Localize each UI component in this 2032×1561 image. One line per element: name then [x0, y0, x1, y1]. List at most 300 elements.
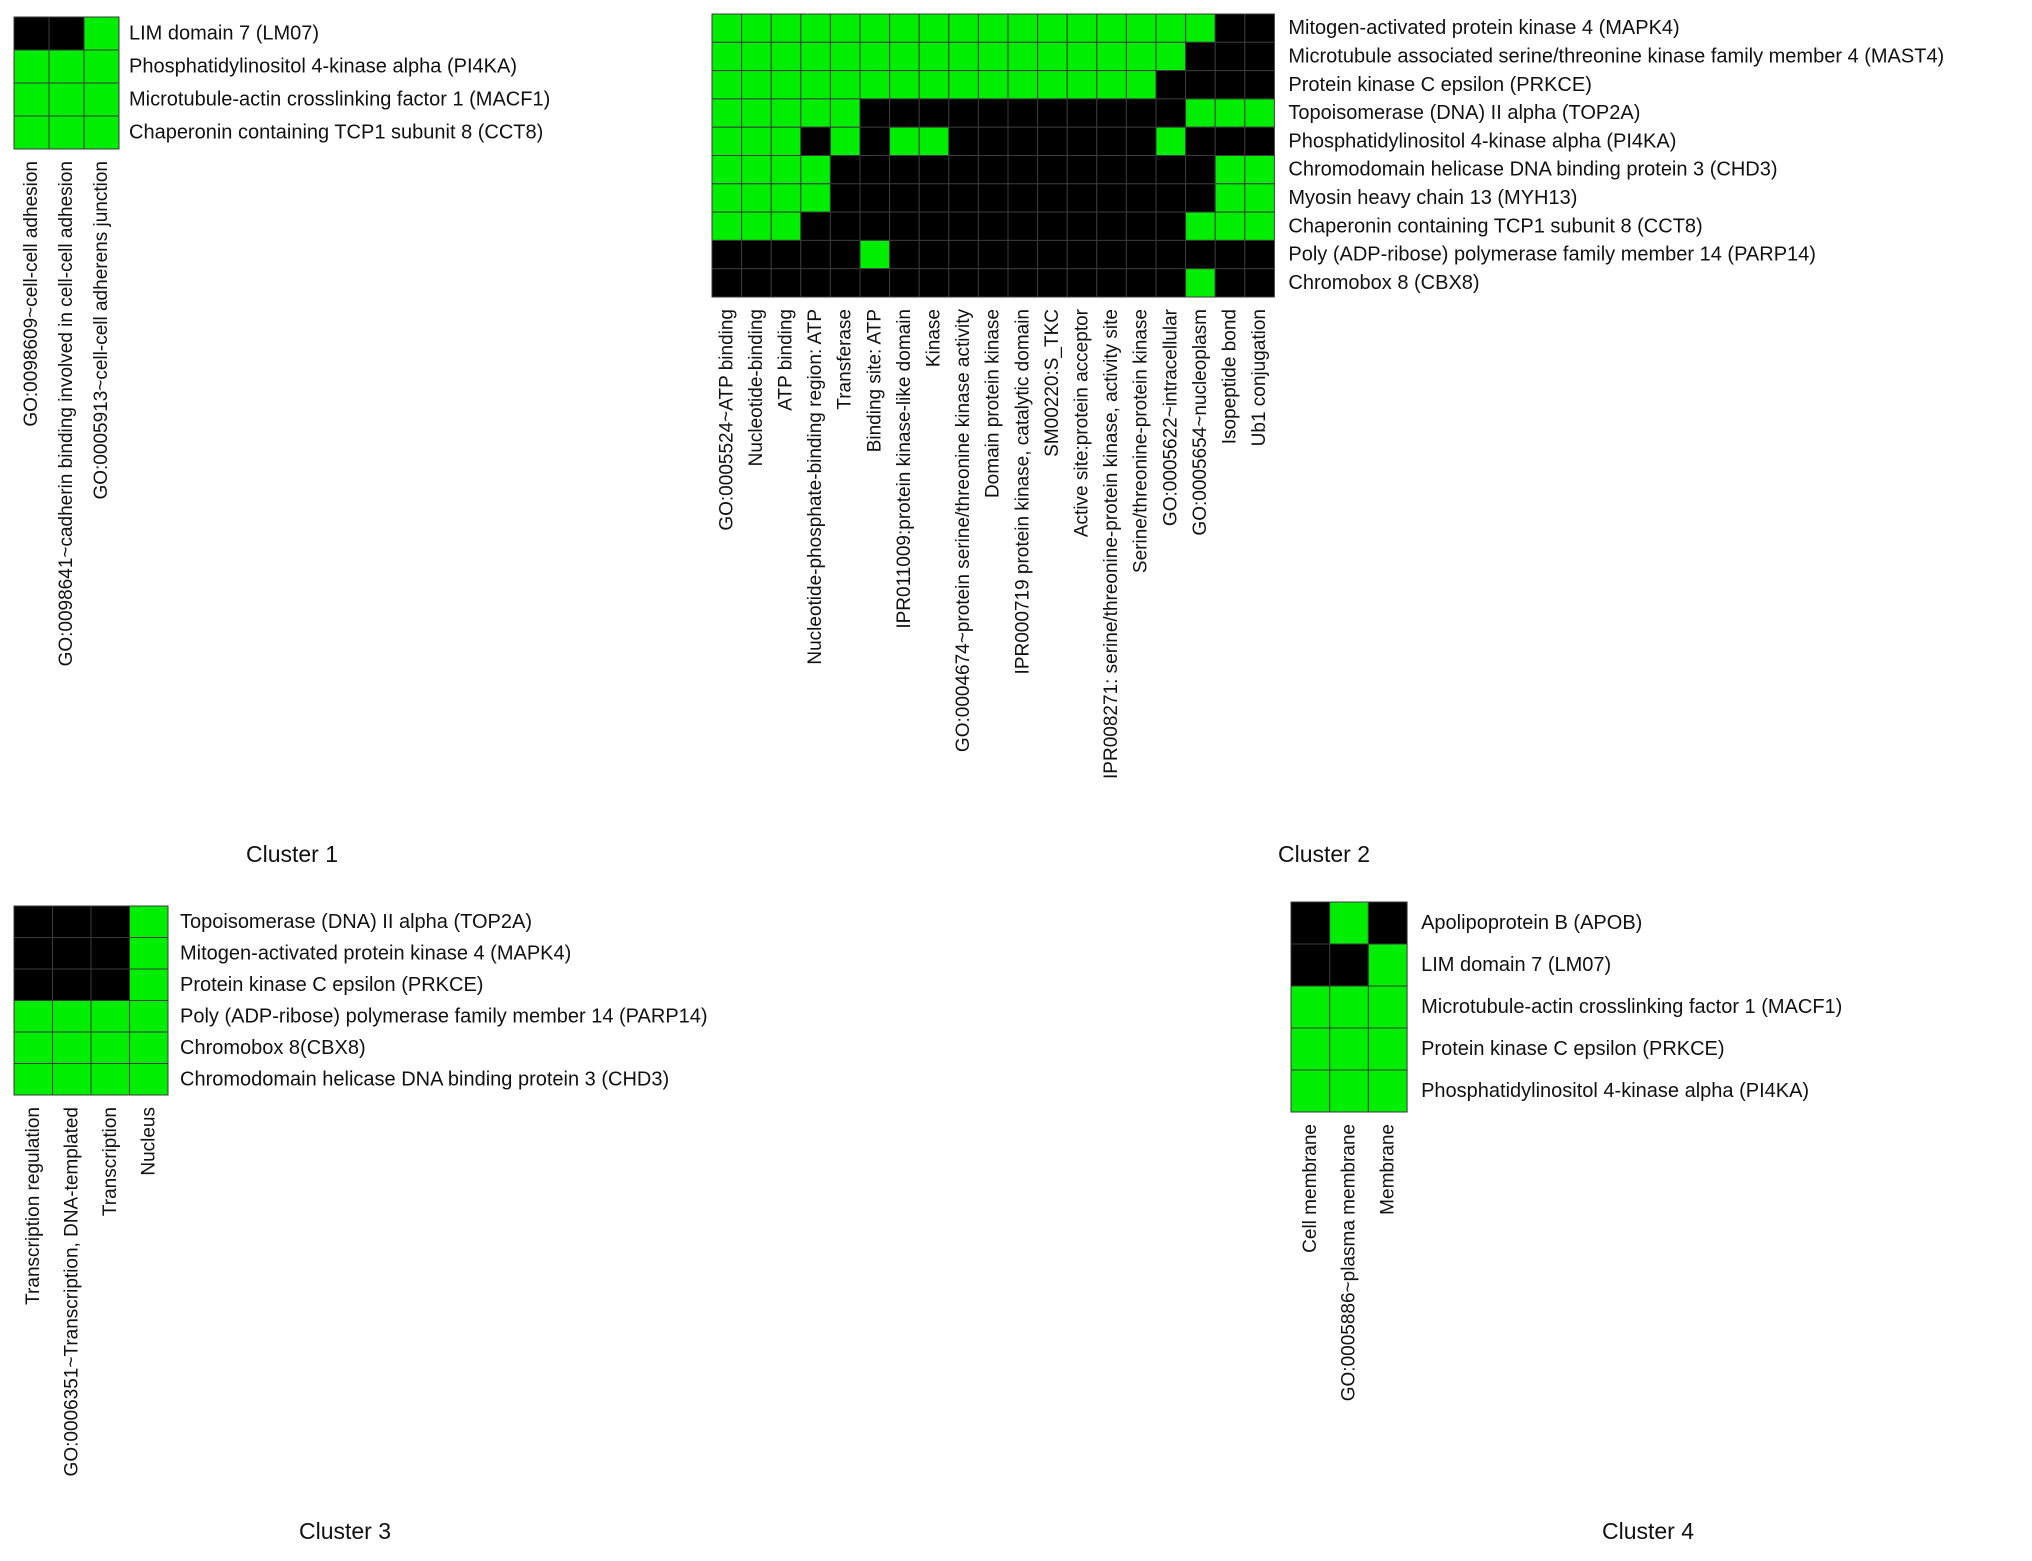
heatmap-cell — [1156, 156, 1186, 184]
heatmap-cell — [801, 156, 831, 184]
heatmap-cell — [1097, 14, 1127, 42]
heatmap-cell — [890, 269, 920, 297]
heatmap-cell — [890, 127, 920, 155]
heatmap-cell — [1330, 902, 1369, 944]
row-label: Chromodomain helicase DNA binding protein 3 (CHD3) — [1288, 158, 1778, 181]
heatmap-cell — [1008, 184, 1038, 212]
heatmap-cell — [860, 156, 890, 184]
heatmap-cell — [860, 240, 890, 268]
heatmap-cell — [742, 99, 772, 127]
heatmap-cell — [1097, 127, 1127, 155]
heatmap-cell — [91, 969, 130, 1001]
heatmap-cell — [1368, 1028, 1407, 1070]
heatmap-cell — [949, 42, 979, 70]
heatmap-cell — [1368, 1070, 1407, 1112]
heatmap-cell — [1215, 184, 1245, 212]
heatmap-cell — [14, 1032, 53, 1064]
heatmap-cell — [14, 938, 53, 970]
row-label: Chaperonin containing TCP1 subunit 8 (CCT8) — [1288, 215, 1703, 238]
heatmap-cell — [130, 906, 169, 938]
heatmap-cell — [919, 71, 949, 99]
heatmap-cell — [1245, 42, 1275, 70]
column-label: Transferase — [834, 309, 856, 410]
heatmap-cell — [860, 127, 890, 155]
heatmap-cell — [1186, 14, 1216, 42]
column-label: GO:0098609~cell-cell adhesion — [21, 161, 42, 427]
heatmap-cell — [1038, 14, 1068, 42]
heatmap-cell — [14, 116, 49, 149]
heatmap-cell — [1156, 212, 1186, 240]
column-label: GO:0098641~cadherin binding involved in cell-cell adhesion — [56, 161, 77, 667]
heatmap-cell — [860, 14, 890, 42]
heatmap-cell — [91, 1064, 130, 1096]
heatmap-cell — [712, 71, 742, 99]
heatmap-cell — [919, 156, 949, 184]
heatmap-cell — [1215, 99, 1245, 127]
heatmap-cell — [1186, 127, 1216, 155]
row-label: Apolipoprotein B (APOB) — [1421, 912, 1643, 934]
heatmap-cell — [742, 212, 772, 240]
heatmap-cell — [1186, 184, 1216, 212]
heatmap-cell — [1097, 99, 1127, 127]
heatmap-cell — [890, 212, 920, 240]
column-label: Nucleotide-phosphate-binding region: ATP — [805, 309, 827, 665]
heatmap-cell — [919, 269, 949, 297]
heatmap-cell — [1038, 71, 1068, 99]
row-label: Chromodomain helicase DNA binding protein 3 (CHD3) — [180, 1068, 670, 1091]
heatmap-cell — [1008, 71, 1038, 99]
heatmap-cell — [1008, 42, 1038, 70]
heatmap-cell — [1067, 240, 1097, 268]
heatmap-cell — [53, 1064, 92, 1096]
column-label: Transcription regulation — [22, 1107, 44, 1305]
row-label: Microtubule-actin crosslinking factor 1 (MACF1) — [129, 88, 551, 111]
row-label: Phosphatidylinositol 4-kinase alpha (PI4KA) — [129, 55, 517, 78]
heatmap-cell — [1126, 269, 1156, 297]
cluster-4-heatmap — [1291, 902, 1842, 1544]
heatmap-cell — [1368, 944, 1407, 986]
heatmap-cell — [771, 156, 801, 184]
heatmap-cell — [742, 156, 772, 184]
heatmap-cell — [1330, 986, 1369, 1028]
heatmap-cell — [1067, 99, 1097, 127]
heatmap-cell — [1008, 127, 1038, 155]
heatmap-cell — [712, 269, 742, 297]
heatmap-cell — [978, 240, 1008, 268]
heatmap-cell — [1008, 240, 1038, 268]
column-label: GO:0005913~cell-cell adherens junction — [91, 161, 112, 500]
heatmap-cell — [771, 71, 801, 99]
heatmap-cell — [712, 127, 742, 155]
column-label: Nucleus — [138, 1107, 160, 1176]
column-label: GO:0005886~plasma membrane — [1338, 1124, 1360, 1402]
heatmap-cell — [91, 1001, 130, 1033]
heatmap-cell — [1186, 269, 1216, 297]
heatmap-cell — [1156, 14, 1186, 42]
heatmap-cell — [84, 17, 119, 50]
heatmap-cell — [1245, 99, 1275, 127]
heatmap-cell — [949, 240, 979, 268]
heatmap-cell — [1215, 42, 1245, 70]
heatmap-cell — [1008, 156, 1038, 184]
row-label: Phosphatidylinositol 4-kinase alpha (PI4KA) — [1421, 1080, 1810, 1102]
column-label: SM00220:S_TKC — [1041, 309, 1063, 457]
cluster-title: Cluster 2 — [1277, 841, 1371, 867]
heatmap-cell — [1067, 14, 1097, 42]
heatmap-cell — [801, 184, 831, 212]
heatmap-cell — [890, 240, 920, 268]
heatmap-cell — [1008, 99, 1038, 127]
heatmap-cell — [1067, 184, 1097, 212]
heatmap-cell — [1038, 127, 1068, 155]
heatmap-cell — [1215, 156, 1245, 184]
heatmap-cell — [890, 184, 920, 212]
cluster-2-heatmap — [712, 14, 1944, 867]
column-label: GO:0006351~Transcription, DNA-templated — [61, 1107, 83, 1477]
heatmap-cell — [53, 938, 92, 970]
heatmap-cell — [91, 906, 130, 938]
heatmap-cell — [978, 14, 1008, 42]
heatmap-cell — [830, 127, 860, 155]
heatmap-cell — [130, 1001, 169, 1033]
heatmap-cell — [1126, 240, 1156, 268]
heatmap-cell — [1097, 269, 1127, 297]
heatmap-cell — [742, 42, 772, 70]
heatmap-cell — [1067, 42, 1097, 70]
row-label: Myosin heavy chain 13 (MYH13) — [1288, 186, 1578, 209]
heatmap-cell — [830, 42, 860, 70]
heatmap-cell — [771, 269, 801, 297]
heatmap-cell — [742, 269, 772, 297]
heatmap-cell — [1330, 1028, 1369, 1070]
heatmap-cell — [1245, 184, 1275, 212]
heatmap-cell — [978, 156, 1008, 184]
heatmap-cell — [712, 240, 742, 268]
heatmap-cell — [14, 1064, 53, 1096]
heatmap-cell — [1368, 986, 1407, 1028]
heatmap-cell — [949, 99, 979, 127]
heatmap-cell — [53, 969, 92, 1001]
heatmap-cell — [1186, 71, 1216, 99]
column-label: ATP binding — [775, 309, 797, 411]
heatmap-cell — [949, 127, 979, 155]
heatmap-cell — [978, 269, 1008, 297]
heatmap-cell — [1038, 156, 1068, 184]
heatmap-cell — [1156, 269, 1186, 297]
heatmap-cell — [1126, 42, 1156, 70]
heatmap-cell — [1156, 99, 1186, 127]
row-label: Topoisomerase (DNA) II alpha (TOP2A) — [1288, 102, 1641, 125]
heatmap-cell — [1291, 986, 1330, 1028]
heatmap-cell — [1291, 902, 1330, 944]
row-label: Poly (ADP-ribose) polymerase family member 14 (PARP14) — [180, 1005, 708, 1028]
heatmap-cell — [1126, 184, 1156, 212]
column-label: GO:0004674~protein serine/threonine kinase activity — [953, 309, 975, 753]
heatmap-cell — [130, 938, 169, 970]
heatmap-cell — [860, 184, 890, 212]
heatmap-cell — [1038, 240, 1068, 268]
heatmap-cell — [1126, 127, 1156, 155]
heatmap-cell — [949, 184, 979, 212]
heatmap-cell — [890, 14, 920, 42]
heatmap-cell — [742, 184, 772, 212]
heatmap-cell — [14, 17, 49, 50]
heatmap-cell — [1097, 184, 1127, 212]
heatmap-cell — [84, 83, 119, 116]
cluster-title: Cluster 4 — [1601, 1518, 1695, 1544]
heatmap-cell — [1126, 99, 1156, 127]
heatmap-cell — [1245, 14, 1275, 42]
column-label: IPR000719 protein kinase, catalytic domain — [1012, 309, 1034, 675]
heatmap-cell — [1291, 1028, 1330, 1070]
heatmap-cell — [14, 906, 53, 938]
heatmap-cell — [801, 71, 831, 99]
heatmap-cell — [742, 71, 772, 99]
heatmap-cell — [1038, 212, 1068, 240]
heatmap-cell — [1067, 156, 1097, 184]
heatmap-cell — [1156, 184, 1186, 212]
heatmap-cell — [801, 14, 831, 42]
heatmap-cell — [890, 156, 920, 184]
heatmap-cell — [1368, 902, 1407, 944]
column-label: Ub1 conjugation — [1249, 309, 1271, 447]
heatmap-cell — [712, 99, 742, 127]
heatmap-cell — [919, 14, 949, 42]
heatmap-cell — [1215, 71, 1245, 99]
heatmap-cell — [1008, 212, 1038, 240]
heatmap-cell — [1038, 42, 1068, 70]
heatmap-cell — [14, 83, 49, 116]
heatmap-cell — [1215, 269, 1245, 297]
heatmap-cell — [712, 42, 742, 70]
heatmap-cell — [860, 99, 890, 127]
heatmap-cell — [771, 212, 801, 240]
heatmap-cell — [830, 240, 860, 268]
heatmap-cell — [830, 184, 860, 212]
column-label: IPR011009:protein kinase-like domain — [893, 309, 915, 629]
heatmap-cell — [801, 212, 831, 240]
cluster-title: Cluster 3 — [298, 1518, 392, 1544]
heatmap-cell — [1215, 14, 1245, 42]
column-label: GO:0005622~intracellular — [1160, 309, 1182, 527]
heatmap-cell — [1186, 240, 1216, 268]
heatmap-cell — [771, 14, 801, 42]
heatmap-cell — [949, 14, 979, 42]
heatmap-cell — [14, 1001, 53, 1033]
row-label: LIM domain 7 (LM07) — [129, 22, 320, 45]
heatmap-cell — [1067, 212, 1097, 240]
heatmap-cell — [890, 42, 920, 70]
column-label: Binding site: ATP — [864, 309, 886, 453]
heatmap-cell — [1126, 212, 1156, 240]
heatmap-cell — [978, 71, 1008, 99]
row-label: Protein kinase C epsilon (PRKCE) — [180, 973, 484, 996]
heatmap-cell — [1291, 944, 1330, 986]
heatmap-cell — [712, 156, 742, 184]
heatmap-cell — [1186, 212, 1216, 240]
heatmap-cell — [771, 127, 801, 155]
heatmap-cell — [1126, 14, 1156, 42]
heatmap-cell — [949, 212, 979, 240]
column-label: Nucleotide-binding — [745, 309, 767, 467]
heatmap-cell — [14, 969, 53, 1001]
row-label: Topoisomerase (DNA) II alpha (TOP2A) — [180, 910, 532, 933]
column-label: Cell membrane — [1299, 1124, 1321, 1253]
column-label: Isopeptide bond — [1219, 309, 1241, 445]
row-label: LIM domain 7 (LM07) — [1421, 954, 1612, 976]
column-label: Active site:protein acceptor — [1071, 309, 1093, 538]
cluster-title: Cluster 1 — [245, 841, 339, 867]
heatmap-cell — [919, 42, 949, 70]
heatmap-cell — [830, 71, 860, 99]
heatmap-cell — [860, 269, 890, 297]
heatmap-cell — [830, 156, 860, 184]
heatmap-cell — [978, 127, 1008, 155]
heatmap-cell — [14, 50, 49, 83]
heatmap-cell — [1330, 1070, 1369, 1112]
row-label: Microtubule-actin crosslinking factor 1 (MACF1) — [1421, 996, 1843, 1018]
heatmap-cell — [919, 184, 949, 212]
heatmap-cell — [1097, 156, 1127, 184]
heatmap-cell — [1291, 1070, 1330, 1112]
heatmap-cell — [53, 1032, 92, 1064]
heatmap-cell — [1186, 42, 1216, 70]
heatmap-cell — [771, 99, 801, 127]
heatmap-cell — [742, 240, 772, 268]
heatmap-cell — [712, 184, 742, 212]
heatmap-cell — [1038, 269, 1068, 297]
heatmap-cell — [49, 116, 84, 149]
row-label: Phosphatidylinositol 4-kinase alpha (PI4KA) — [1288, 130, 1677, 153]
heatmap-cell — [1186, 156, 1216, 184]
heatmap-cell — [771, 240, 801, 268]
heatmap-cell — [1186, 99, 1216, 127]
heatmap-cell — [53, 1001, 92, 1033]
column-label: Domain protein kinase — [982, 309, 1004, 499]
heatmap-cell — [1008, 269, 1038, 297]
heatmap-cell — [1097, 212, 1127, 240]
heatmap-cell — [130, 1032, 169, 1064]
heatmap-cell — [49, 17, 84, 50]
heatmap-cell — [1245, 127, 1275, 155]
column-label: GO:0005654~nucleoplasm — [1189, 309, 1211, 536]
heatmap-cell — [1245, 269, 1275, 297]
heatmap-cell — [890, 99, 920, 127]
heatmap-cell — [919, 212, 949, 240]
heatmap-cell — [1067, 127, 1097, 155]
heatmap-cell — [742, 127, 772, 155]
heatmap-cell — [742, 14, 772, 42]
heatmap-cell — [1067, 71, 1097, 99]
column-label: Kinase — [923, 309, 945, 368]
heatmap-cell — [949, 269, 979, 297]
heatmap-cell — [978, 42, 1008, 70]
heatmap-cell — [771, 184, 801, 212]
row-label: Poly (ADP-ribose) polymerase family member 14 (PARP14) — [1288, 243, 1816, 266]
heatmap-cell — [1215, 127, 1245, 155]
heatmap-cell — [830, 14, 860, 42]
heatmap-cell — [1097, 42, 1127, 70]
heatmap-cell — [1156, 71, 1186, 99]
heatmap-cell — [949, 71, 979, 99]
heatmap-cell — [978, 184, 1008, 212]
row-label: Chromobox 8(CBX8) — [180, 1036, 366, 1059]
heatmap-cell — [49, 50, 84, 83]
heatmap-cell — [830, 269, 860, 297]
heatmap-cell — [1126, 71, 1156, 99]
row-label: Protein kinase C epsilon (PRKCE) — [1421, 1038, 1725, 1060]
heatmap-cell — [978, 99, 1008, 127]
column-label: Transcription — [99, 1107, 121, 1217]
heatmap-cell — [860, 212, 890, 240]
heatmap-cell — [1245, 240, 1275, 268]
heatmap-cell — [130, 969, 169, 1001]
heatmap-cell — [1330, 944, 1369, 986]
heatmap-cell — [712, 14, 742, 42]
row-label: Protein kinase C epsilon (PRKCE) — [1288, 73, 1592, 96]
heatmap-cell — [860, 71, 890, 99]
heatmap-cell — [1215, 212, 1245, 240]
heatmap-cell — [1126, 156, 1156, 184]
heatmap-cell — [890, 71, 920, 99]
heatmap-cell — [771, 42, 801, 70]
heatmap-cell — [1156, 42, 1186, 70]
heatmap-cell — [801, 99, 831, 127]
heatmap-cell — [801, 42, 831, 70]
heatmap-cell — [1156, 240, 1186, 268]
heatmap-cell — [801, 269, 831, 297]
heatmap-cell — [1038, 99, 1068, 127]
column-label: IPR008271: serine/threonine-protein kinase, activity site — [1101, 309, 1123, 779]
heatmap-cell — [712, 212, 742, 240]
heatmap-cell — [801, 240, 831, 268]
column-label: GO:0005524~ATP binding — [716, 309, 738, 531]
heatmap-cell — [1038, 184, 1068, 212]
heatmap-cell — [84, 50, 119, 83]
row-label: Mitogen-activated protein kinase 4 (MAPK4) — [180, 942, 572, 965]
heatmap-cell — [919, 127, 949, 155]
heatmap-cell — [919, 240, 949, 268]
row-label: Mitogen-activated protein kinase 4 (MAPK4) — [1288, 17, 1680, 40]
heatmap-cell — [49, 83, 84, 116]
heatmap-cell — [978, 212, 1008, 240]
heatmap-cell — [1008, 14, 1038, 42]
heatmap-cell — [130, 1064, 169, 1096]
heatmap-cell — [1245, 156, 1275, 184]
heatmap-cell — [1097, 71, 1127, 99]
heatmap-cell — [949, 156, 979, 184]
heatmap-cell — [830, 212, 860, 240]
column-label: Membrane — [1377, 1124, 1399, 1215]
heatmap-cell — [84, 116, 119, 149]
heatmap-cell — [1097, 240, 1127, 268]
heatmap-cell — [1156, 127, 1186, 155]
heatmap-cell — [919, 99, 949, 127]
heatmap-cell — [1067, 269, 1097, 297]
heatmap-cell — [860, 42, 890, 70]
heatmap-cell — [801, 127, 831, 155]
heatmap-cell — [91, 938, 130, 970]
heatmap-cell — [91, 1032, 130, 1064]
heatmap-cell — [53, 906, 92, 938]
cluster-1-heatmap — [14, 17, 550, 867]
cluster-3-heatmap — [14, 906, 708, 1544]
heatmap-cell — [1245, 71, 1275, 99]
column-label: Serine/threonine-protein kinase — [1130, 309, 1152, 574]
row-label: Microtubule associated serine/threonine kinase family member 4 (MAST4) — [1288, 45, 1945, 68]
heatmap-cell — [830, 99, 860, 127]
row-label: Chaperonin containing TCP1 subunit 8 (CCT8) — [129, 121, 544, 144]
